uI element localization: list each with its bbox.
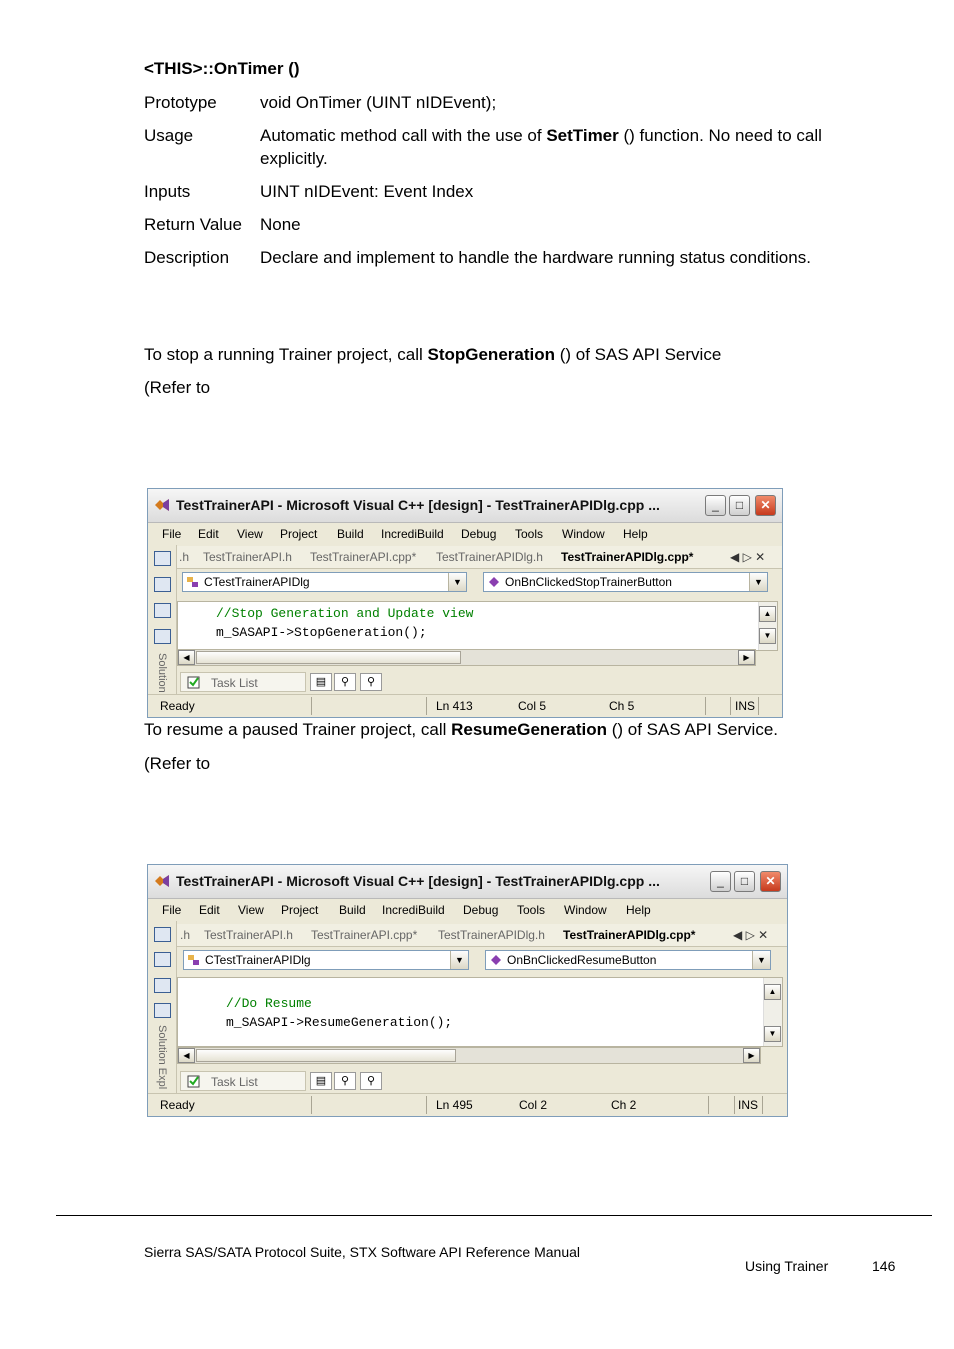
usage-value-line2: explicitly.	[260, 149, 328, 168]
tab-h[interactable]: .h	[180, 928, 191, 942]
find-results-icon[interactable]: ⚲	[334, 1072, 356, 1090]
visual-studio-icon	[154, 498, 170, 512]
stop-refer: (Refer to	[144, 378, 211, 397]
menu-view[interactable]: View	[237, 527, 263, 541]
close-button[interactable]: ✕	[755, 495, 776, 516]
task-list-label: Task List	[211, 1075, 258, 1089]
method-combo[interactable]	[485, 950, 771, 970]
navigation-bar	[177, 569, 782, 595]
method-combo-value: OnBnClickedStopTrainerButton	[505, 575, 672, 589]
scroll-up-icon[interactable]: ▲	[759, 606, 776, 622]
vc-window-resume	[147, 864, 788, 1117]
scroll-left-icon[interactable]: ◀	[178, 650, 195, 665]
properties-icon[interactable]	[154, 603, 171, 618]
status-bar	[148, 1093, 787, 1116]
tab-testtrainerapi-cpp[interactable]: TestTrainerAPI.cpp*	[310, 550, 417, 564]
menu-edit[interactable]: Edit	[199, 903, 220, 917]
status-ready: Ready	[160, 699, 195, 713]
method-icon	[487, 576, 501, 588]
solution-explorer-tab[interactable]: Solution Expl	[156, 1025, 168, 1090]
window-title: TestTrainerAPI - Microsoft Visual C++ [design] - TestTrainerAPIDlg.cpp ...	[176, 873, 660, 889]
status-line: Ln 413	[436, 699, 473, 713]
checkbox-icon	[187, 676, 201, 689]
footer-rule	[56, 1215, 932, 1216]
task-list-bar	[177, 670, 782, 694]
scroll-left-icon[interactable]: ◀	[178, 1048, 195, 1063]
toolbox-icon[interactable]	[154, 1003, 171, 1018]
footer-manual-title: Sierra SAS/SATA Protocol Suite, STX Software API Reference Manual	[144, 1244, 581, 1260]
scroll-down-icon[interactable]: ▼	[764, 1026, 781, 1042]
scroll-up-icon[interactable]: ▲	[764, 984, 781, 1000]
code-line-call: m_SASAPI->StopGeneration();	[216, 625, 427, 640]
class-view-icon[interactable]	[154, 551, 171, 566]
code-line-comment: //Do Resume	[226, 996, 312, 1011]
status-ins: INS	[735, 699, 756, 713]
tab-h[interactable]: .h	[179, 550, 190, 564]
menu-help[interactable]: Help	[623, 527, 648, 541]
find-results-2-icon[interactable]: ⚲	[360, 1072, 382, 1090]
visual-studio-icon	[154, 874, 170, 888]
toolbox-icon[interactable]	[154, 629, 171, 644]
class-combo[interactable]	[183, 950, 469, 970]
find-results-icon[interactable]: ⚲	[334, 673, 356, 691]
footer-section: Using Trainer	[745, 1258, 829, 1274]
chevron-down-icon[interactable]: ▼	[450, 951, 468, 969]
vertical-scrollbar[interactable]	[763, 978, 782, 1046]
title-bar	[148, 489, 782, 523]
menu-build[interactable]: Build	[337, 527, 364, 541]
tab-testtrainerapidlg-h[interactable]: TestTrainerAPIDlg.h	[436, 550, 543, 564]
status-char: Ch 2	[611, 1098, 637, 1112]
menu-incredibuild[interactable]: IncrediBuild	[382, 903, 445, 917]
tab-testtrainerapidlg-h[interactable]: TestTrainerAPIDlg.h	[438, 928, 545, 942]
maximize-button[interactable]: □	[729, 495, 750, 516]
status-char: Ch 5	[609, 699, 635, 713]
scroll-thumb[interactable]	[196, 651, 461, 664]
tab-testtrainerapi-h[interactable]: TestTrainerAPI.h	[204, 928, 293, 942]
scroll-right-icon[interactable]: ▶	[743, 1048, 760, 1063]
return-value-value: None	[260, 215, 301, 234]
menu-view[interactable]: View	[238, 903, 264, 917]
class-icon	[186, 576, 200, 588]
title-bar	[148, 865, 787, 899]
code-editor[interactable]	[177, 601, 778, 651]
menu-incredibuild[interactable]: IncrediBuild	[381, 527, 444, 541]
stop-paragraph: To stop a running Trainer project, call StopGeneration () of SAS API Service	[144, 345, 722, 364]
return-value-label: Return Value	[144, 215, 242, 234]
task-list-label: Task List	[211, 676, 258, 690]
menu-tools[interactable]: Tools	[515, 527, 544, 541]
prototype-label: Prototype	[144, 93, 217, 112]
horizontal-scrollbar[interactable]	[177, 1047, 761, 1064]
maximize-button[interactable]: □	[734, 871, 755, 892]
window-title: TestTrainerAPI - Microsoft Visual C++ [design] - TestTrainerAPIDlg.cpp ...	[176, 497, 660, 513]
menu-debug[interactable]: Debug	[461, 527, 497, 541]
scroll-down-icon[interactable]: ▼	[759, 628, 776, 644]
method-combo[interactable]	[483, 572, 768, 592]
method-combo-value: OnBnClickedResumeButton	[507, 953, 657, 967]
menu-bar	[148, 899, 787, 921]
tab-testtrainerapidlg-cpp[interactable]: TestTrainerAPIDlg.cpp*	[563, 928, 696, 942]
minimize-button[interactable]: _	[710, 871, 731, 892]
class-view-icon[interactable]	[154, 927, 171, 942]
description-value: Declare and implement to handle the hardware running status conditions.	[260, 248, 811, 267]
chevron-down-icon[interactable]: ▼	[749, 573, 767, 591]
class-combo-value: CTestTrainerAPIDlg	[204, 575, 310, 589]
section-heading: <THIS>::OnTimer ()	[144, 59, 300, 78]
vc-window-stop	[147, 488, 783, 718]
status-line: Ln 495	[436, 1098, 473, 1112]
class-icon	[187, 954, 201, 966]
solution-explorer-tab[interactable]: Solution	[156, 653, 168, 693]
menu-build[interactable]: Build	[339, 903, 366, 917]
class-combo[interactable]	[182, 572, 467, 592]
resume-paragraph: To resume a paused Trainer project, call ResumeGeneration () of SAS API Service.	[144, 720, 779, 739]
status-column: Col 2	[519, 1098, 548, 1112]
menu-window[interactable]: Window	[562, 527, 605, 541]
class-combo-value: CTestTrainerAPIDlg	[205, 953, 311, 967]
menu-debug[interactable]: Debug	[463, 903, 499, 917]
menu-project[interactable]: Project	[280, 527, 318, 541]
checkbox-icon	[187, 1075, 201, 1088]
menu-edit[interactable]: Edit	[198, 527, 219, 541]
resource-view-icon[interactable]	[154, 577, 171, 592]
description-label: Description	[144, 248, 230, 267]
task-list-bar	[177, 1069, 787, 1093]
left-toolbar	[148, 545, 177, 695]
output-icon[interactable]: ▤	[310, 673, 332, 691]
menu-tools[interactable]: Tools	[517, 903, 546, 917]
vertical-scrollbar[interactable]	[758, 602, 777, 650]
usage-label: Usage	[144, 126, 194, 145]
tab-testtrainerapidlg-cpp[interactable]: TestTrainerAPIDlg.cpp*	[561, 550, 694, 564]
tab-navigation-icon[interactable]: ◀ ▷ ✕	[733, 928, 769, 942]
left-toolbar	[148, 921, 177, 1094]
properties-icon[interactable]	[154, 978, 171, 993]
tab-testtrainerapi-h[interactable]: TestTrainerAPI.h	[203, 550, 292, 564]
close-button[interactable]: ✕	[760, 871, 781, 892]
prototype-value: void OnTimer (UINT nIDEvent);	[260, 93, 497, 112]
menu-window[interactable]: Window	[564, 903, 607, 917]
chevron-down-icon[interactable]: ▼	[448, 573, 466, 591]
method-icon	[489, 954, 503, 966]
menu-bar	[148, 523, 782, 545]
footer-page-number: 146	[872, 1258, 896, 1274]
usage-value: Automatic method call with the use of SetTimer () function. No need to call	[260, 126, 822, 145]
navigation-bar	[177, 947, 787, 973]
document-tabs	[177, 924, 787, 947]
status-column: Col 5	[518, 699, 547, 713]
status-bar	[148, 694, 782, 717]
menu-help[interactable]: Help	[626, 903, 651, 917]
inputs-value: UINT nIDEvent: Event Index	[260, 182, 474, 201]
chevron-down-icon[interactable]: ▼	[752, 951, 770, 969]
menu-project[interactable]: Project	[281, 903, 319, 917]
task-list-tab[interactable]	[180, 672, 306, 692]
minimize-button[interactable]: _	[705, 495, 726, 516]
code-line-call: m_SASAPI->ResumeGeneration();	[226, 1015, 453, 1030]
scroll-thumb[interactable]	[196, 1049, 456, 1062]
task-list-tab[interactable]	[180, 1071, 306, 1091]
status-ins: INS	[738, 1098, 759, 1112]
resume-refer: (Refer to	[144, 754, 211, 773]
tab-testtrainerapi-cpp[interactable]: TestTrainerAPI.cpp*	[311, 928, 418, 942]
scroll-right-icon[interactable]: ▶	[738, 650, 755, 665]
status-ready: Ready	[160, 1098, 195, 1112]
menu-file[interactable]: File	[162, 527, 182, 541]
document-tabs	[177, 546, 782, 569]
output-icon[interactable]: ▤	[310, 1072, 332, 1090]
horizontal-scrollbar[interactable]	[177, 649, 756, 666]
code-editor[interactable]	[177, 977, 783, 1047]
find-results-2-icon[interactable]: ⚲	[360, 673, 382, 691]
menu-file[interactable]: File	[162, 903, 182, 917]
inputs-label: Inputs	[144, 182, 191, 201]
tab-navigation-icon[interactable]: ◀ ▷ ✕	[730, 550, 766, 564]
resource-view-icon[interactable]	[154, 952, 171, 967]
code-line-comment: //Stop Generation and Update view	[216, 606, 474, 621]
